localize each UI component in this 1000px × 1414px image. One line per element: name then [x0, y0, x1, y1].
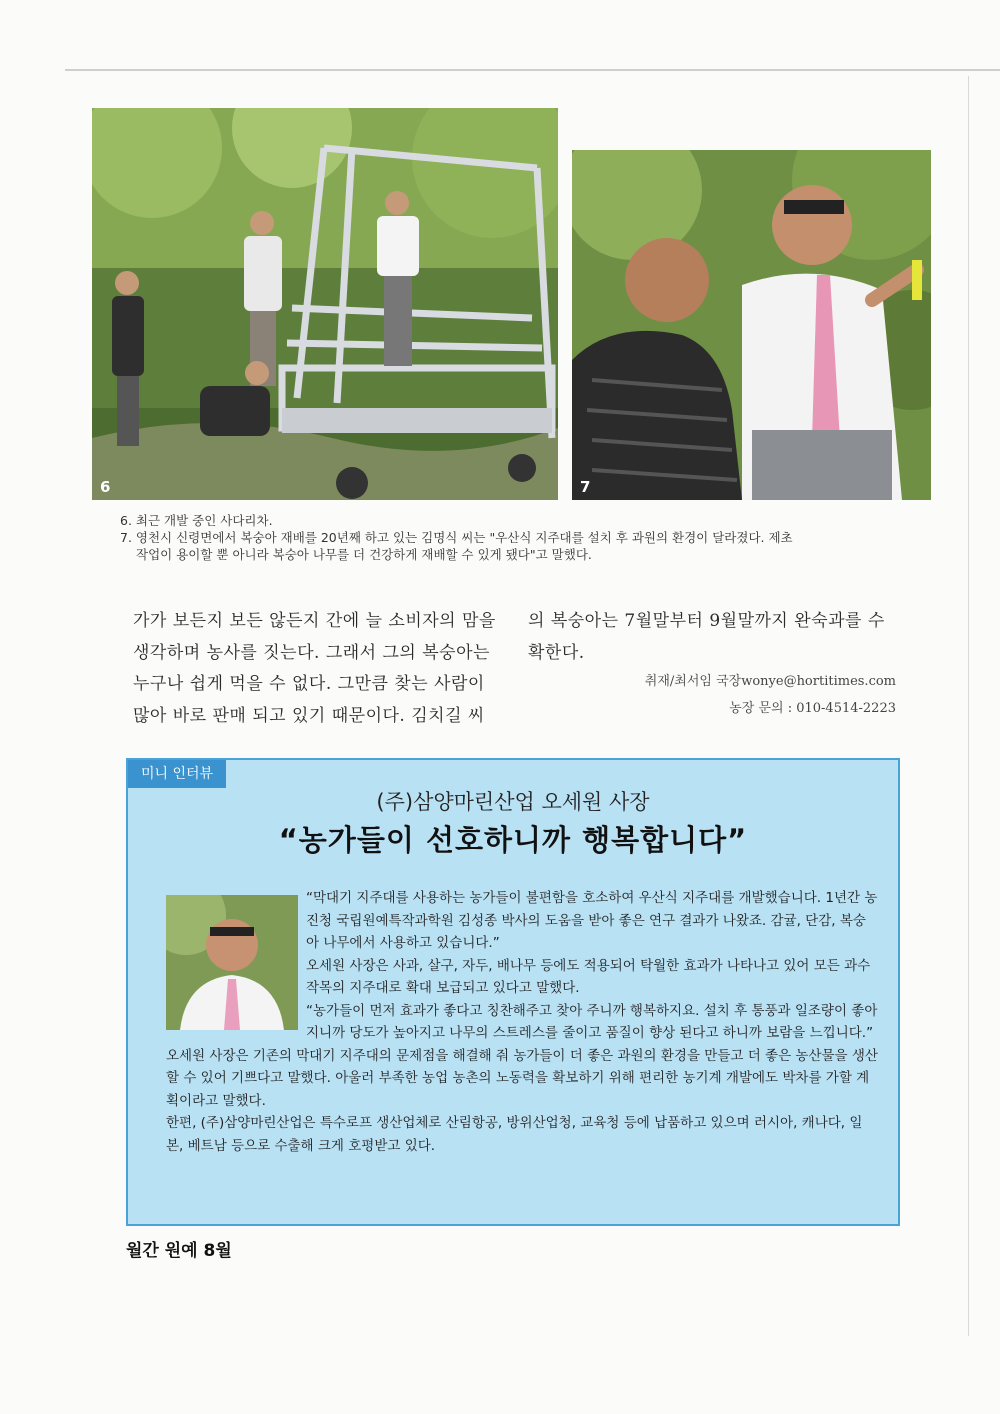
interview-title: “농가들이 선호하니까 행복합니다”: [278, 823, 748, 857]
interview-paragraph: “농가들이 먼저 효과가 좋다고 칭찬해주고 찾아 주니까 행복하지요. 설치 후 통풍과 일조량이 좋아지니까 당도가 높아지고 나무의 스트레스를 줄이고 품질이 향상 된다고 하니까 보람을 느낍니다.”: [306, 1002, 878, 1041]
interview-subtitle: (주)삼양마린산업 오세원 사장: [376, 790, 650, 814]
interview-body: [166, 887, 878, 1157]
article-line: 누구나 쉽게 먹을 수 없다. 그만큼 찾는 사람이: [133, 674, 485, 694]
page-edge-rule: [968, 76, 969, 1336]
farm-contact: 농장 문의 : 010-4514-2223: [729, 701, 896, 716]
interview-paragraph: 한편, (주)삼양마린산업은 특수로프 생산업체로 산림항공, 방위산업청, 교육청 등에 납품하고 있으며 러시아, 캐나다, 일본, 베트남 등으로 수출해 크게 호평받고 있다.: [166, 1115, 863, 1154]
article-line: 의 복숭아는 7월말부터 9월말까지 완숙과를 수: [528, 611, 885, 631]
photo-number: 7: [580, 478, 591, 496]
caption-7: 7. 영천시 신령면에서 복숭아 재배를 20년째 하고 있는 김명식 씨는 "우산식 지주대를 설치 후 과원의 환경이 달라졌다. 제초: [120, 530, 793, 545]
article-column-left: [133, 606, 505, 732]
interview-paragraph: “막대기 지주대를 사용하는 농가들이 불편함을 호소하여 우산식 지주대를 개발했습니다. 1년간 농진청 국립원예특작과학원 김성종 박사의 도움을 받아 좋은 연구 결과가 나왔죠. 감귤, 단감, 복숭아 나무에서 사용하고 있습니다.”: [306, 890, 878, 951]
article-line: 많아 바로 판매 되고 있기 때문이다. 김치길 씨: [133, 705, 485, 726]
photo-captions: [120, 512, 900, 563]
article-line: 가가 보든지 보든 않든지 간에 늘 소비자의 맘을: [133, 611, 496, 631]
interview-paragraph: 오세원 사장은 기존의 막대기 지주대의 문제점을 해결해 줘 농가들이 더 좋은 과원의 환경을 만들고 더 좋은 농산물을 생산할 수 있어 기쁘다고 말했다. 아울러 부족한 농업 농촌의 노동력을 확보하기 위해 편리한 농기계 개발에도 박차를 가할 계획이라고 말했다.: [166, 1047, 878, 1109]
article-line: 생각하며 농사를 짓는다. 그래서 그의 복숭아는: [133, 642, 490, 663]
caption-7-continued: 작업이 용이할 뿐 아니라 복숭아 나무를 더 건강하게 재배할 수 있게 됐다"고 말했다.: [136, 547, 592, 562]
photo-orchard-interview: [572, 150, 931, 500]
interview-paragraph: 오세원 사장은 사과, 살구, 자두, 배나무 등에도 적용되어 탁월한 효과가 나타나고 있어 모든 과수 작목의 지주대로 확대 보급되고 있다고 말했다.: [306, 957, 871, 996]
caption-6: 6. 최근 개발 중인 사다리차.: [120, 513, 273, 528]
article-column-right: [528, 606, 898, 669]
mini-interview-box: [126, 758, 900, 1226]
top-rule: [65, 69, 1000, 71]
reporter-credit: 취재/최서임 국장wonye@hortitimes.com: [644, 674, 896, 689]
interview-tag: 미니 인터뷰: [128, 760, 226, 788]
magazine-footer: 월간 원예 8월: [126, 1241, 232, 1261]
photo-number: 6: [100, 478, 111, 496]
photo-ladder-cart: [92, 108, 558, 500]
article-line: 확한다.: [528, 642, 585, 663]
